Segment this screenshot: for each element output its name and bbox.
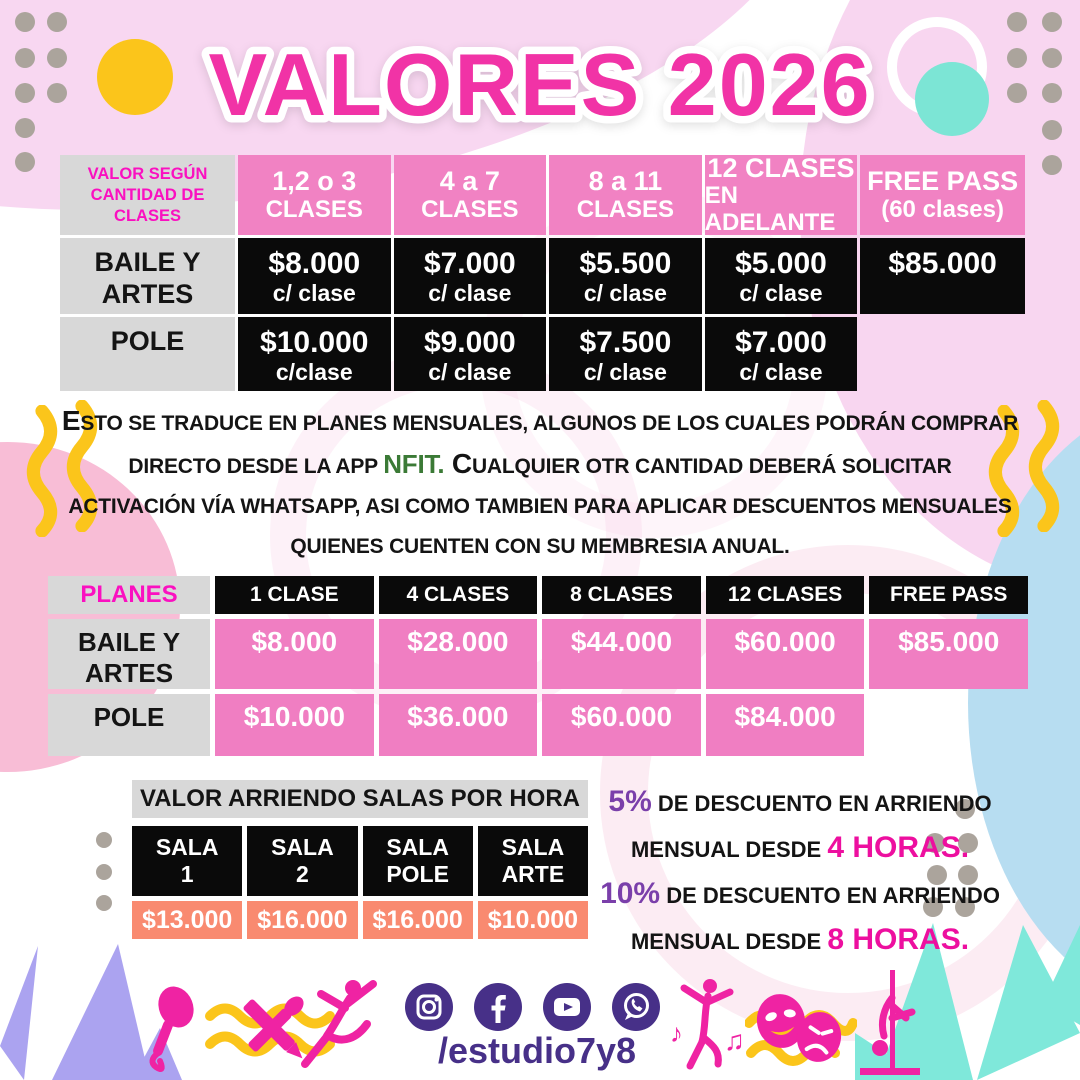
column-header: 8 CLASES (542, 576, 701, 614)
title-banner (0, 16, 1080, 148)
room-rental-title: VALOR ARRIENDO SALAS POR HORA (132, 780, 588, 818)
price-cell: $7.000 c/ clase (705, 317, 858, 391)
music-note-glyph: ♫ (724, 1025, 745, 1056)
column-header: SALA POLE (363, 826, 473, 896)
column-header: 4 CLASES (379, 576, 538, 614)
row-label: POLE (60, 317, 235, 391)
discount-line: 5% DE DESCUENTO EN ARRIENDO (608, 785, 992, 818)
price-cell: $60.000 (542, 694, 701, 756)
social-handle[interactable]: /estudio7y8 (437, 1030, 637, 1071)
table-corner-header (60, 155, 235, 235)
price-cell: $16.000 (247, 901, 357, 939)
pole-dancer-icon (850, 968, 924, 1080)
empty-cell (860, 317, 1025, 391)
corner-line: CLASES (114, 206, 181, 225)
price-cell: $7.000 c/ clase (394, 238, 547, 314)
row-label: BAILE Y ARTES (48, 619, 210, 689)
dots-decoration (90, 825, 120, 925)
price-cell: $84.000 (706, 694, 865, 756)
price-per-class-table (60, 155, 1025, 391)
empty-cell (869, 694, 1028, 756)
discount-line: MENSUAL DESDE 8 HORAS. (630, 923, 970, 956)
price-cell: $5.000 c/ clase (705, 238, 858, 314)
row-label: BAILE Y ARTES (60, 238, 235, 314)
price-cell: $8.000 c/ clase (238, 238, 391, 314)
column-header: 1,2 o 3 CLASES (238, 155, 391, 235)
price-cell: $16.000 (363, 901, 473, 939)
row-label: POLE (48, 694, 210, 756)
microphone-icon (138, 983, 210, 1075)
youtube-icon[interactable] (543, 983, 591, 1031)
price-cell: $10.000 (478, 901, 588, 939)
intro-line: ACTIVACIÓN VÍA WHATSAPP, ASI COMO TAMBIEN PARA APLICAR DESCUENTOS MENSUALES (68, 495, 1012, 518)
intro-line: ESTO SE TRADUCE EN PLANES MENSUALES, ALGUNOS DE LOS CUALES PODRÁN COMPRAR (61, 405, 1019, 436)
discount-line: MENSUAL DESDE 4 HORAS. (630, 831, 970, 864)
table-corner-header: PLANES (48, 576, 210, 614)
room-rental-table (132, 780, 588, 939)
price-cell: $10.000 c/clase (238, 317, 391, 391)
intro-line: DIRECTO DESDE LA APP NFIT. CUALQUIER OTR CANTIDAD DEBERÁ SOLICITAR (128, 448, 952, 479)
column-header: 12 CLASES (706, 576, 865, 614)
price-cell: $13.000 (132, 901, 242, 939)
intro-paragraph (0, 401, 1080, 567)
price-cell: $5.500 c/ clase (549, 238, 702, 314)
page-title: VALORES 2026 (208, 35, 872, 134)
price-cell: $44.000 (542, 619, 701, 689)
price-cell: $8.000 (215, 619, 374, 689)
price-cell: $10.000 (215, 694, 374, 756)
intro-line: QUIENES CUENTEN CON SU MEMBRESIA ANUAL. (290, 535, 790, 558)
column-header: SALA 2 (247, 826, 357, 896)
price-cell: $9.000 c/ clase (394, 317, 547, 391)
discount-line: 10% DE DESCUENTO EN ARRIENDO (600, 877, 1000, 910)
column-header: 8 a 11 CLASES (549, 155, 702, 235)
instagram-icon[interactable] (405, 983, 453, 1031)
column-header: FREE PASS (60 clases) (860, 155, 1025, 235)
price-cell: $85.000 (869, 619, 1028, 689)
price-cell: $85.000 (860, 238, 1025, 314)
dancer-icon (293, 972, 381, 1077)
price-cell: $7.500 c/ clase (549, 317, 702, 391)
discount-text-block (592, 780, 1008, 964)
column-header: 4 a 7 CLASES (394, 155, 547, 235)
price-cell: $36.000 (379, 694, 538, 756)
theater-masks-icon (745, 985, 857, 1073)
price-cell: $60.000 (706, 619, 865, 689)
corner-line: CANTIDAD DE (90, 185, 205, 204)
column-header: 1 CLASE (215, 576, 374, 614)
corner-line: VALOR SEGÚN (87, 164, 208, 183)
column-header: 12 CLASES EN ADELANTE (705, 155, 858, 235)
price-cell: $28.000 (379, 619, 538, 689)
column-header: SALA 1 (132, 826, 242, 896)
dance-notes-icon (668, 972, 748, 1080)
facebook-icon[interactable] (474, 983, 522, 1031)
nfit-app-name: NFIT. (383, 449, 445, 479)
whatsapp-icon[interactable] (612, 983, 660, 1031)
column-header: SALA ARTE (478, 826, 588, 896)
monthly-plans-table (48, 576, 1028, 756)
music-note-glyph: ♪ (670, 1018, 683, 1048)
column-header: FREE PASS (869, 576, 1028, 614)
